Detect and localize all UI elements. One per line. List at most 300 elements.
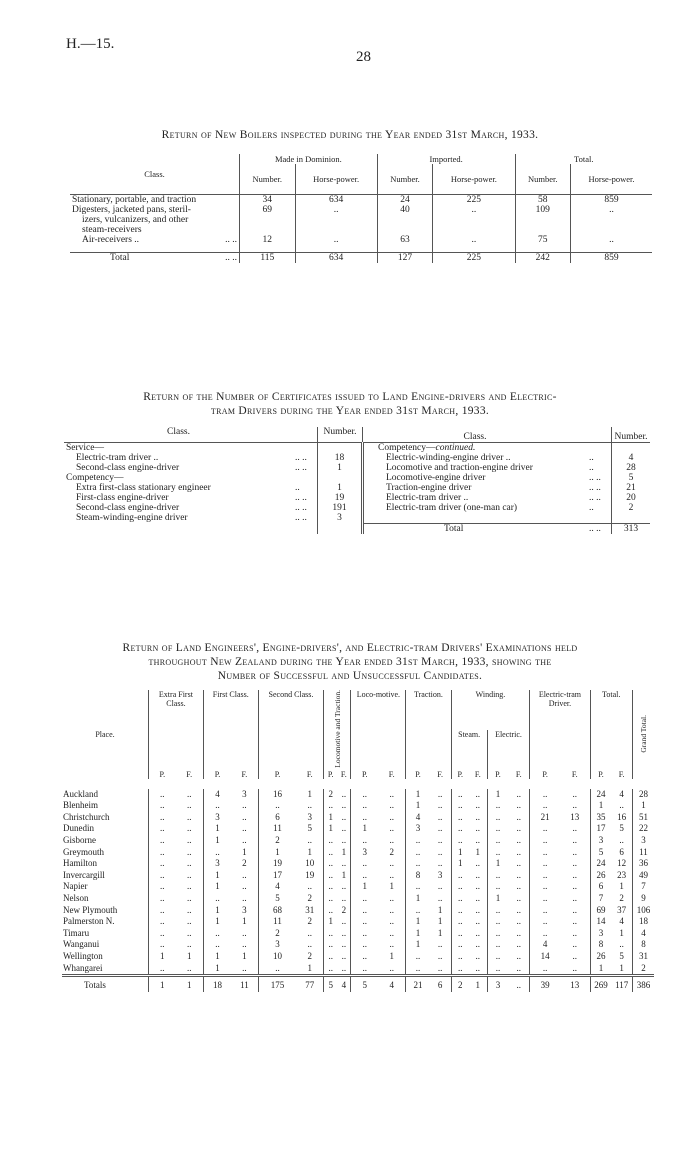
exam-cell: 3 (406, 823, 430, 835)
cert-left-label: First-class engine-driver (76, 493, 169, 503)
exam-cell: .. (149, 916, 176, 928)
exam-cell: .. (619, 939, 624, 950)
pass-header: P. (149, 770, 176, 784)
exam-cell: 1 (619, 962, 624, 973)
boiler-total-cell (70, 253, 240, 264)
exam-cell: .. (149, 823, 176, 835)
exam-cell: 1 (487, 784, 508, 801)
exam-cell: .. (530, 893, 560, 905)
exam-totals-label: Totals (62, 976, 149, 992)
cert-left-number: 1 (318, 483, 363, 493)
exam-cell: .. (389, 811, 394, 822)
boiler-value-in (377, 215, 433, 225)
exam-cell: 2 (324, 784, 337, 801)
boiler-total-dn: 115 (240, 253, 296, 264)
cert-row (64, 463, 650, 473)
exam-totals-row (62, 976, 654, 992)
exam-cell: .. (186, 904, 192, 915)
exam-cell: 51 (632, 812, 654, 824)
cert-left-label: Second-class engine-driver (76, 463, 180, 473)
exams-title-line2: throughout New Zealand during the Year ended 31st March, 1933, showing the (148, 656, 552, 668)
exam-cell: 1 (307, 846, 313, 857)
exam-cell: .. (530, 916, 560, 928)
exam-cell: 1 (186, 951, 192, 962)
exam-cell: .. (406, 835, 430, 847)
exam-cell: .. (351, 916, 378, 928)
exam-place: Napier (63, 881, 88, 892)
exams-table (62, 690, 654, 992)
exams-loco-header: Loco-motive. (351, 690, 406, 770)
exam-cell: 11 (258, 916, 296, 928)
exam-cell: 1 (203, 916, 231, 928)
fail-header: F. (469, 770, 487, 784)
boiler-class-dots: .. .. (225, 234, 237, 245)
exam-cell: 1 (324, 823, 337, 835)
certs-class-header-right: Class. (363, 427, 588, 443)
exam-cell: .. (451, 800, 469, 812)
exam-cell: .. (149, 881, 176, 893)
exam-cell: .. (258, 963, 296, 976)
exam-cell: 6 (258, 812, 296, 824)
page-number: 28 (356, 49, 371, 65)
cert-left-dots (293, 473, 318, 483)
exam-cell: .. (149, 835, 176, 847)
exam-place: Hamilton (63, 858, 97, 869)
cert-right-number: 28 (612, 463, 651, 473)
exam-cell: .. (516, 904, 522, 915)
exam-cell: .. (186, 893, 192, 904)
exam-cell: 4 (258, 881, 296, 893)
exam-cell: 1 (203, 881, 231, 893)
exam-cell: .. (351, 951, 378, 963)
exam-cell: 3 (307, 811, 313, 822)
exam-cell: .. (451, 905, 469, 917)
exam-total-cell: 77 (296, 976, 323, 992)
exam-cell: 1 (203, 951, 231, 963)
exam-cell: .. (389, 916, 394, 927)
exam-cell: .. (389, 939, 394, 950)
exam-row (62, 928, 654, 940)
cert-total-dots: .. .. (587, 523, 612, 534)
exam-cell: .. (351, 928, 378, 940)
boiler-value-dh: .. (295, 235, 377, 253)
exam-place: Greymouth (63, 846, 104, 857)
document-reference: H.—15. (66, 36, 115, 52)
exam-cell: .. (530, 858, 560, 870)
exam-cell: .. (530, 905, 560, 917)
exam-cell: 1 (406, 939, 430, 951)
exam-cell: .. (437, 788, 443, 799)
exam-cell: .. (475, 916, 481, 927)
exam-cell: .. (516, 823, 522, 834)
cert-row (64, 453, 650, 463)
exams-loco-traction-label: Locomotive and Traction. (332, 690, 342, 768)
exam-cell: 4 (203, 784, 231, 801)
exam-cell: .. (516, 846, 522, 857)
exam-cell: .. (389, 904, 394, 915)
exam-cell: .. (530, 835, 560, 847)
exam-cell: .. (242, 835, 247, 846)
exam-cell: .. (516, 800, 522, 811)
exam-cell: .. (487, 928, 508, 940)
exam-cell: 9 (632, 893, 654, 905)
exams-electric-header: Electric. (487, 730, 530, 770)
exam-cell: 16 (617, 811, 627, 822)
exam-cell: .. (149, 812, 176, 824)
exam-place: Dunedin (63, 823, 94, 834)
cert-right-dots: .. (589, 453, 594, 463)
exam-cell: 1 (590, 963, 611, 976)
exam-cell: .. (437, 846, 443, 857)
exam-cell: .. (341, 916, 347, 927)
boiler-value-ih (433, 225, 515, 235)
exam-cell: .. (389, 962, 394, 973)
exam-cell: .. (307, 939, 313, 950)
cert-left-label: Service— (66, 443, 104, 453)
exam-cell: 26 (590, 870, 611, 882)
boiler-total-th: 859 (571, 253, 652, 264)
exam-cell: 1 (437, 927, 443, 938)
exam-cell: .. (619, 835, 624, 846)
exam-cell: .. (186, 869, 192, 880)
cert-left-number (318, 443, 363, 454)
exam-cell: 1 (619, 881, 624, 892)
cert-left-label: Steam-winding-engine driver (76, 513, 188, 523)
exam-cell: .. (572, 823, 577, 834)
exam-cell: .. (516, 893, 522, 904)
exam-cell: .. (437, 939, 443, 950)
exam-cell: 4 (406, 812, 430, 824)
certificates-title-line1: Return of the Number of Certificates issued to Land Engine-drivers and Electric- (143, 391, 557, 403)
exam-cell: .. (203, 928, 231, 940)
exam-cell: .. (451, 812, 469, 824)
exam-cell: 4 (619, 916, 624, 927)
exam-cell: 8 (590, 939, 611, 951)
exams-first-header: First Class. (203, 690, 258, 770)
exam-total-cell: 18 (203, 976, 231, 992)
exam-cell: .. (437, 835, 443, 846)
exam-cell: .. (451, 870, 469, 882)
exam-cell: .. (516, 858, 522, 869)
cert-right-heading-label: Competency— (378, 443, 436, 453)
exam-cell: 17 (590, 823, 611, 835)
exam-cell: .. (149, 870, 176, 882)
boiler-class-label: Stationary, portable, and traction (72, 194, 197, 205)
exams-steam-header: Steam. (451, 730, 487, 770)
boiler-value-in (377, 225, 433, 235)
cert-right-heading-cont: continued. (435, 443, 476, 453)
exam-cell: 36 (632, 858, 654, 870)
exam-cell: .. (149, 784, 176, 801)
exam-cell: .. (475, 800, 481, 811)
exam-cell: 14 (590, 916, 611, 928)
certs-number-header-left: Number. (318, 427, 363, 443)
exam-cell: .. (242, 800, 247, 811)
exam-cell: .. (203, 800, 231, 812)
exam-cell: .. (242, 881, 247, 892)
exam-cell: .. (530, 784, 560, 801)
exam-cell: 1 (487, 858, 508, 870)
exam-cell: 1 (203, 835, 231, 847)
boiler-total-dots: .. .. (225, 253, 237, 263)
exam-cell: .. (572, 858, 577, 869)
h-horsepower: Horse-power. (433, 164, 515, 194)
boiler-total-in: 127 (377, 253, 433, 264)
cert-row (64, 443, 650, 454)
exam-cell: .. (451, 963, 469, 976)
boiler-value-dn: 12 (240, 235, 296, 253)
exam-cell: .. (351, 835, 378, 847)
exam-cell: .. (475, 788, 481, 799)
exam-cell: 2 (619, 893, 624, 904)
exam-cell: 8 (632, 939, 654, 951)
exam-cell: .. (572, 916, 577, 927)
exam-cell: .. (475, 835, 481, 846)
boilers-class-header: Class. (70, 154, 240, 194)
exam-cell: .. (324, 858, 337, 870)
cert-left-number (318, 473, 363, 483)
exam-cell: .. (437, 811, 443, 822)
exam-cell: .. (437, 893, 443, 904)
exam-cell: .. (149, 800, 176, 812)
exam-cell: 23 (617, 869, 627, 880)
exam-row (62, 963, 654, 976)
exam-cell: 11 (258, 823, 296, 835)
exam-cell: 3 (590, 928, 611, 940)
exam-total-cell: 5 (351, 976, 378, 992)
boiler-value-tn (515, 225, 571, 235)
exam-cell: .. (258, 800, 296, 812)
exam-cell: 28 (632, 784, 654, 801)
exam-total-cell: 6 (430, 976, 451, 992)
exam-cell: 7 (632, 881, 654, 893)
cert-row (64, 483, 650, 493)
exam-cell: .. (475, 869, 481, 880)
exam-cell: .. (351, 870, 378, 882)
exam-cell: 1 (451, 858, 469, 870)
exam-cell: .. (530, 928, 560, 940)
fail-header: F. (560, 770, 590, 784)
boiler-value-th (571, 215, 652, 225)
boiler-total-tn: 242 (515, 253, 571, 264)
boilers-table (70, 154, 652, 263)
exam-cell: 6 (619, 846, 624, 857)
boiler-value-tn: 58 (515, 194, 571, 205)
boiler-value-dn (240, 215, 296, 225)
exam-cell: .. (475, 927, 481, 938)
boilers-title: Return of New Boilers inspected during the Year ended 31st March, 1933. (161, 129, 539, 141)
exam-cell: 1 (307, 962, 313, 973)
exam-cell: 1 (258, 847, 296, 859)
exam-cell: .. (389, 927, 394, 938)
exam-place: Nelson (63, 893, 89, 904)
exam-cell: 1 (341, 846, 347, 857)
fail-header: F. (378, 770, 406, 784)
exam-cell: .. (572, 904, 577, 915)
boiler-value-th (571, 225, 652, 235)
exam-cell: 68 (258, 905, 296, 917)
exam-place: Palmerston N. (63, 916, 115, 927)
exam-cell: .. (406, 951, 430, 963)
exam-cell: .. (389, 800, 394, 811)
cert-right-number: 21 (612, 483, 651, 493)
exam-cell: 2 (258, 835, 296, 847)
exam-cell: 1 (406, 784, 430, 801)
exam-cell: 16 (258, 784, 296, 801)
boiler-row (70, 235, 652, 253)
exam-cell: .. (572, 881, 577, 892)
h-number: Number. (377, 164, 433, 194)
exam-cell: .. (487, 835, 508, 847)
exam-cell: .. (487, 951, 508, 963)
boiler-value-dh (295, 215, 377, 225)
boiler-row (70, 215, 652, 225)
exam-cell: .. (351, 893, 378, 905)
boiler-class-cell (70, 235, 240, 253)
exam-cell: 1 (242, 846, 247, 857)
exam-cell: 1 (619, 927, 624, 938)
boiler-class-label: Air-receivers .. (82, 234, 140, 245)
exam-cell: .. (186, 788, 192, 799)
exam-cell: .. (451, 893, 469, 905)
fail-header: F. (611, 770, 632, 784)
exam-cell: 1 (307, 788, 313, 799)
boiler-class-cell (70, 215, 240, 225)
exam-cell: 1 (389, 881, 394, 892)
exam-cell: .. (341, 939, 347, 950)
exam-cell: 35 (590, 812, 611, 824)
exam-cell: 1 (406, 928, 430, 940)
exam-cell: .. (324, 800, 337, 812)
exam-cell: 11 (632, 847, 654, 859)
exam-cell: 4 (530, 939, 560, 951)
cert-left-dots (293, 443, 318, 454)
exam-cell: .. (487, 905, 508, 917)
exam-cell: 3 (203, 858, 231, 870)
cert-right-dots: .. (589, 463, 594, 473)
exam-cell: .. (351, 939, 378, 951)
boiler-total-label: Total (110, 253, 130, 263)
boilers-total-header: Total. (515, 154, 652, 164)
boiler-value-dn: 34 (240, 194, 296, 205)
boiler-value-dn (240, 225, 296, 235)
exam-cell: .. (186, 835, 192, 846)
boiler-row (70, 194, 652, 205)
boiler-value-ih (433, 215, 515, 225)
cert-row (64, 513, 650, 523)
exam-row (62, 905, 654, 917)
fail-header: F. (296, 770, 323, 784)
boiler-class-cell (70, 225, 240, 235)
h-number: Number. (240, 164, 296, 194)
cert-total-number: 313 (612, 523, 651, 534)
cert-right-dots: .. (589, 503, 594, 513)
boiler-value-th: .. (571, 205, 652, 215)
boiler-class-cell (70, 194, 240, 205)
exams-grand-total-header (632, 690, 654, 784)
exam-cell: .. (572, 939, 577, 950)
exam-cell: 3 (632, 835, 654, 847)
exam-cell: .. (242, 869, 247, 880)
cert-left-label: Electric-tram driver .. (76, 453, 159, 463)
exam-cell: 31 (632, 951, 654, 963)
exam-cell: 1 (351, 881, 378, 893)
exam-cell: 1 (324, 916, 337, 928)
cert-left-label: Second-class engine-driver (76, 503, 180, 513)
exam-cell: 3 (242, 788, 247, 799)
exam-cell: .. (324, 847, 337, 859)
exam-cell: .. (516, 835, 522, 846)
boiler-value-dn: 69 (240, 205, 296, 215)
exam-cell: .. (341, 951, 347, 962)
exam-cell: .. (149, 893, 176, 905)
exam-cell: .. (451, 939, 469, 951)
fail-header: F. (176, 770, 204, 784)
exam-cell: 1 (406, 800, 430, 812)
exam-total-cell: 39 (530, 976, 560, 992)
exam-cell: .. (389, 893, 394, 904)
cert-left-dots: .. .. (295, 513, 307, 523)
exam-total-cell: 2 (451, 976, 469, 992)
fail-header: F. (337, 770, 351, 784)
cert-total-row (64, 523, 650, 534)
exam-cell: 5 (619, 951, 624, 962)
exam-cell: .. (530, 823, 560, 835)
exam-cell: .. (516, 811, 522, 822)
exam-cell: .. (487, 823, 508, 835)
exam-row (62, 939, 654, 951)
exam-cell: 17 (258, 870, 296, 882)
boiler-value-th: .. (571, 235, 652, 253)
cert-left-label: Extra first-class stationary engineer (76, 483, 211, 493)
exam-cell: 1 (203, 963, 231, 976)
exam-cell: 5 (307, 823, 313, 834)
exam-cell: .. (186, 811, 192, 822)
exam-row (62, 881, 654, 893)
exam-cell: 2 (242, 858, 247, 869)
boiler-row (70, 225, 652, 235)
exam-cell: 21 (530, 812, 560, 824)
boiler-total-ih: 225 (433, 253, 515, 264)
exam-cell: .. (351, 858, 378, 870)
exam-cell: .. (487, 881, 508, 893)
exam-cell: .. (186, 823, 192, 834)
exam-cell: 5 (258, 893, 296, 905)
h-number: Number. (515, 164, 571, 194)
exam-cell: .. (437, 881, 443, 892)
cert-right-label: Locomotive-engine driver (363, 473, 588, 483)
exam-cell: 2 (307, 916, 313, 927)
cert-total-label: Total (363, 523, 588, 534)
exam-cell: .. (451, 916, 469, 928)
cert-left-label: Competency— (66, 473, 124, 483)
exam-cell: .. (475, 939, 481, 950)
h-horsepower: Horse-power. (571, 164, 652, 194)
certs-class-header-left: Class. (64, 427, 293, 443)
exam-row (62, 870, 654, 882)
exam-cell: 1 (351, 823, 378, 835)
exams-grand-total-label: Grand Total. (638, 714, 648, 753)
exam-cell: .. (242, 811, 247, 822)
boiler-value-in: 63 (377, 235, 433, 253)
exam-cell: .. (487, 812, 508, 824)
exam-row (62, 835, 654, 847)
exam-cell: .. (475, 951, 481, 962)
cert-left-number: 18 (318, 453, 363, 463)
exam-cell: .. (516, 881, 522, 892)
exam-cell: 5 (619, 823, 624, 834)
exam-cell: .. (451, 835, 469, 847)
